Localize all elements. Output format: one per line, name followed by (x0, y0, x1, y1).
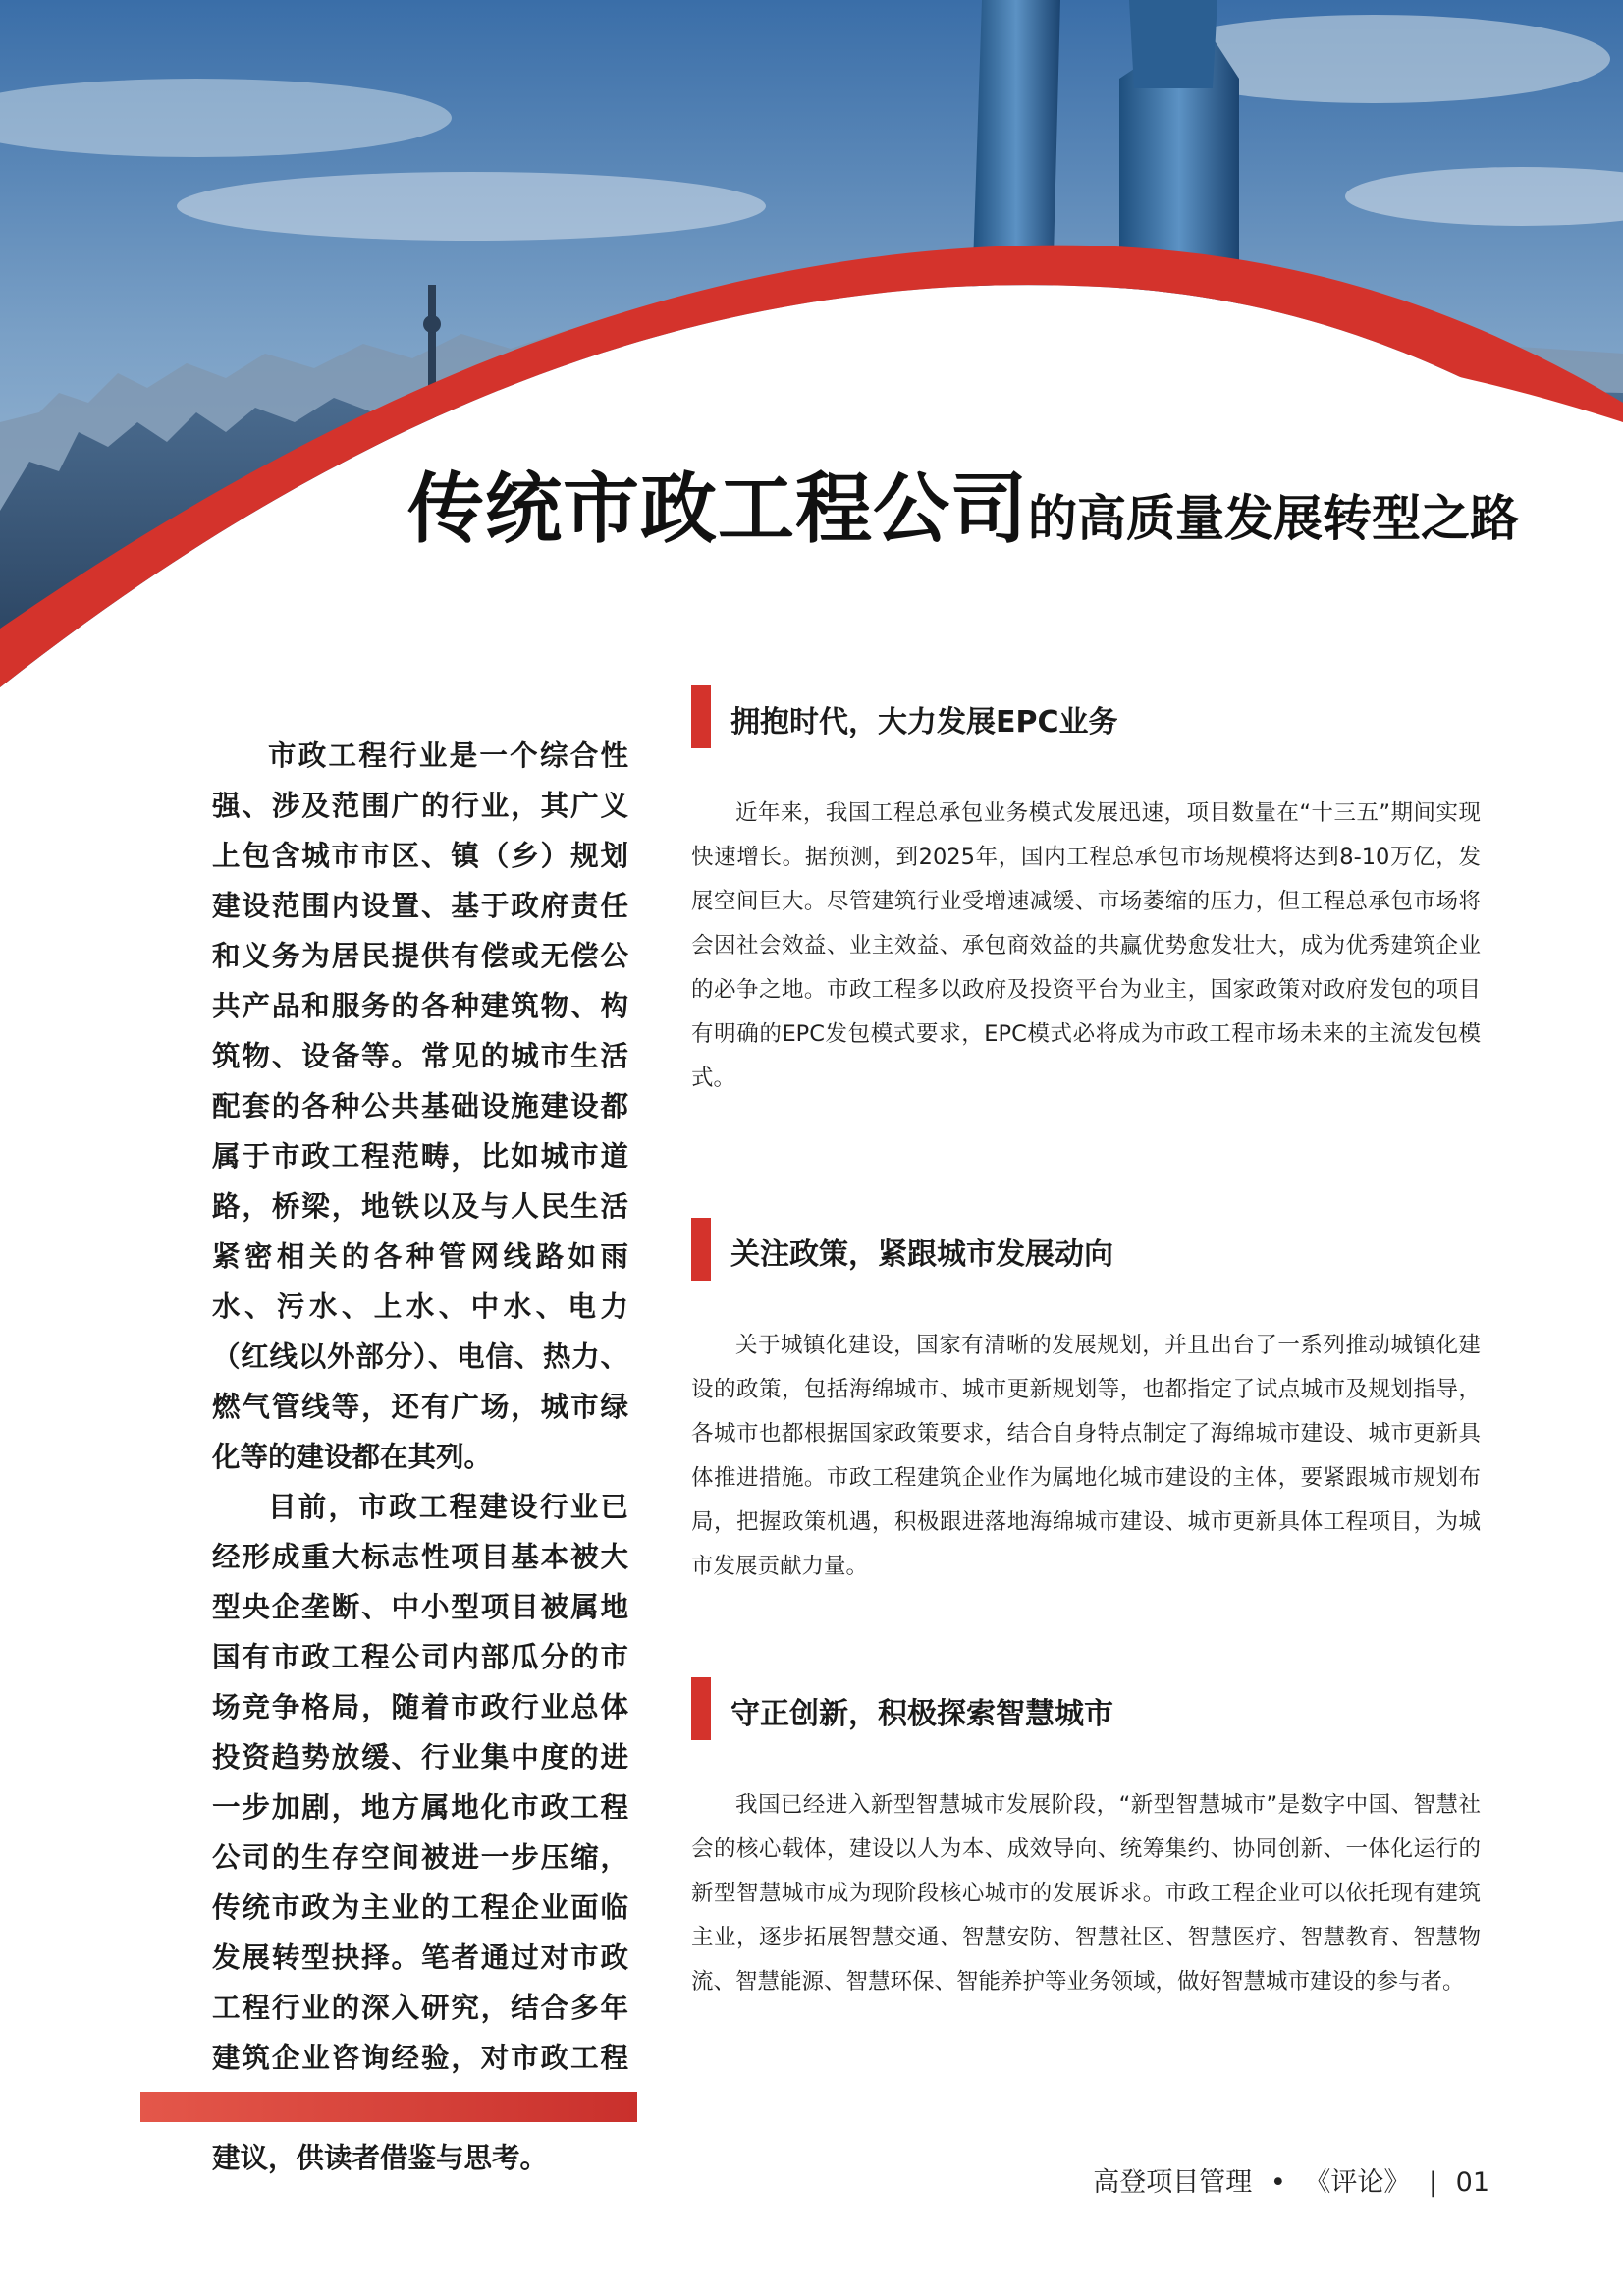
page-number: 01 (1455, 2167, 1489, 2198)
title-main: 传统市政工程公司 (407, 465, 1029, 554)
section-heading (691, 1677, 1481, 1740)
heading-marker (691, 685, 711, 748)
section-heading (691, 1218, 1481, 1281)
intro-column (212, 731, 628, 2183)
page-footer (1093, 2160, 1489, 2199)
title-sub: 的高质量发展转型之路 (1028, 490, 1520, 547)
footer-dot: • (1270, 2167, 1286, 2198)
section-smart-city (691, 1677, 1481, 2004)
heading-marker (691, 1218, 711, 1281)
footer-separator: | (1428, 2167, 1438, 2198)
intro-paragraph: 目前，市政工程建设行业已经形成重大标志性项目基本被大型央企垄断、中小型项目被属地国有市政工程公司内部瓜分的市场竞争格局，随着市政行业总体投资趋势放缓、行业集中度的进一步加剧，地方属地化市政工程公司的生存空间被进一步压缩，传统市政为主业的工程企业面临发展转型抉择。笔者通过对市政工程行业的深入研究，结合多年建筑企业咨询经验，对市政工程 建议，供读者借鉴与思考。 (212, 1491, 628, 2174)
section-body: 近年来，我国工程总承包业务模式发展迅速，项目数量在“十三五”期间实现快速增长。据预测，到2025年，国内工程总承包市场规模将达到8-10万亿，发展空间巨大。尽管建筑行业受增速减缓、市场萎缩的压力，但工程总承包市场将会因社会效益、业主效益、承包商效益的共赢优势愈发壮大，成为优秀建筑企业的必争之地。市政工程多以政府及投资平台为业主，国家政策对政府发包的项目有明确的EPC发包模式要求，EPC模式必将成为市政工程市场未来的主流发包模式。 (691, 800, 1481, 1091)
section-body: 关于城镇化建设，国家有清晰的发展规划，并且出台了一系列推动城镇化建设的政策，包括海绵城市、城市更新规划等，也都指定了试点城市及规划指导，各城市也都根据国家政策要求，结合自身特点制定了海绵城市建设、城市更新具体推进措施。市政工程建筑企业作为属地化城市建设的主体，要紧跟城市规划布局，把握政策机遇，积极跟进落地海绵城市建设、城市更新具体工程项目，为城市发展贡献力量。 (691, 1333, 1481, 1579)
decorative-red-bar (140, 2092, 637, 2122)
footer-publication: 高登项目管理 (1093, 2167, 1253, 2198)
hero-cityscape (0, 0, 1623, 746)
section-title: 守正创新，积极探索智慧城市 (730, 1697, 1113, 1731)
section-policy (691, 1218, 1481, 1589)
section-epc (691, 685, 1481, 1101)
article-title (407, 448, 1605, 558)
footer-column: 《评论》 (1304, 2167, 1411, 2198)
section-title: 拥抱时代，大力发展EPC业务 (730, 705, 1118, 739)
section-body: 我国已经进入新型智慧城市发展阶段，“新型智慧城市”是数字中国、智慧社会的核心载体，建设以人为本、成效导向、统筹集约、协同创新、一体化运行的新型智慧城市成为现阶段核心城市的发展诉求。市政工程企业可以依托现有建筑主业，逐步拓展智慧交通、智慧安防、智慧社区、智慧医疗、智慧教育、智慧物流、智慧能源、智慧环保、智能养护等业务领域，做好智慧城市建设的参与者。 (691, 1792, 1481, 1995)
heading-marker (691, 1677, 711, 1740)
intro-paragraph: 市政工程行业是一个综合性强、涉及范围广的行业，其广义上包含城市市区、镇（乡）规划建设范围内设置、基于政府责任和义务为居民提供有偿或无偿公共产品和服务的各种建筑物、构筑物、设备等。常见的城市生活配套的各种公共基础设施建设都属于市政工程范畴，比如城市道路，桥梁，地铁以及与人民生活紧密相关的各种管网线路如雨水、污水、上水、中水、电力（红线以外部分）、电信、热力、燃气管线等，还有广场，城市绿化等的建设都在其列。 (212, 739, 628, 1473)
section-title: 关注政策，紧跟城市发展动向 (730, 1237, 1113, 1272)
section-heading (691, 685, 1481, 748)
